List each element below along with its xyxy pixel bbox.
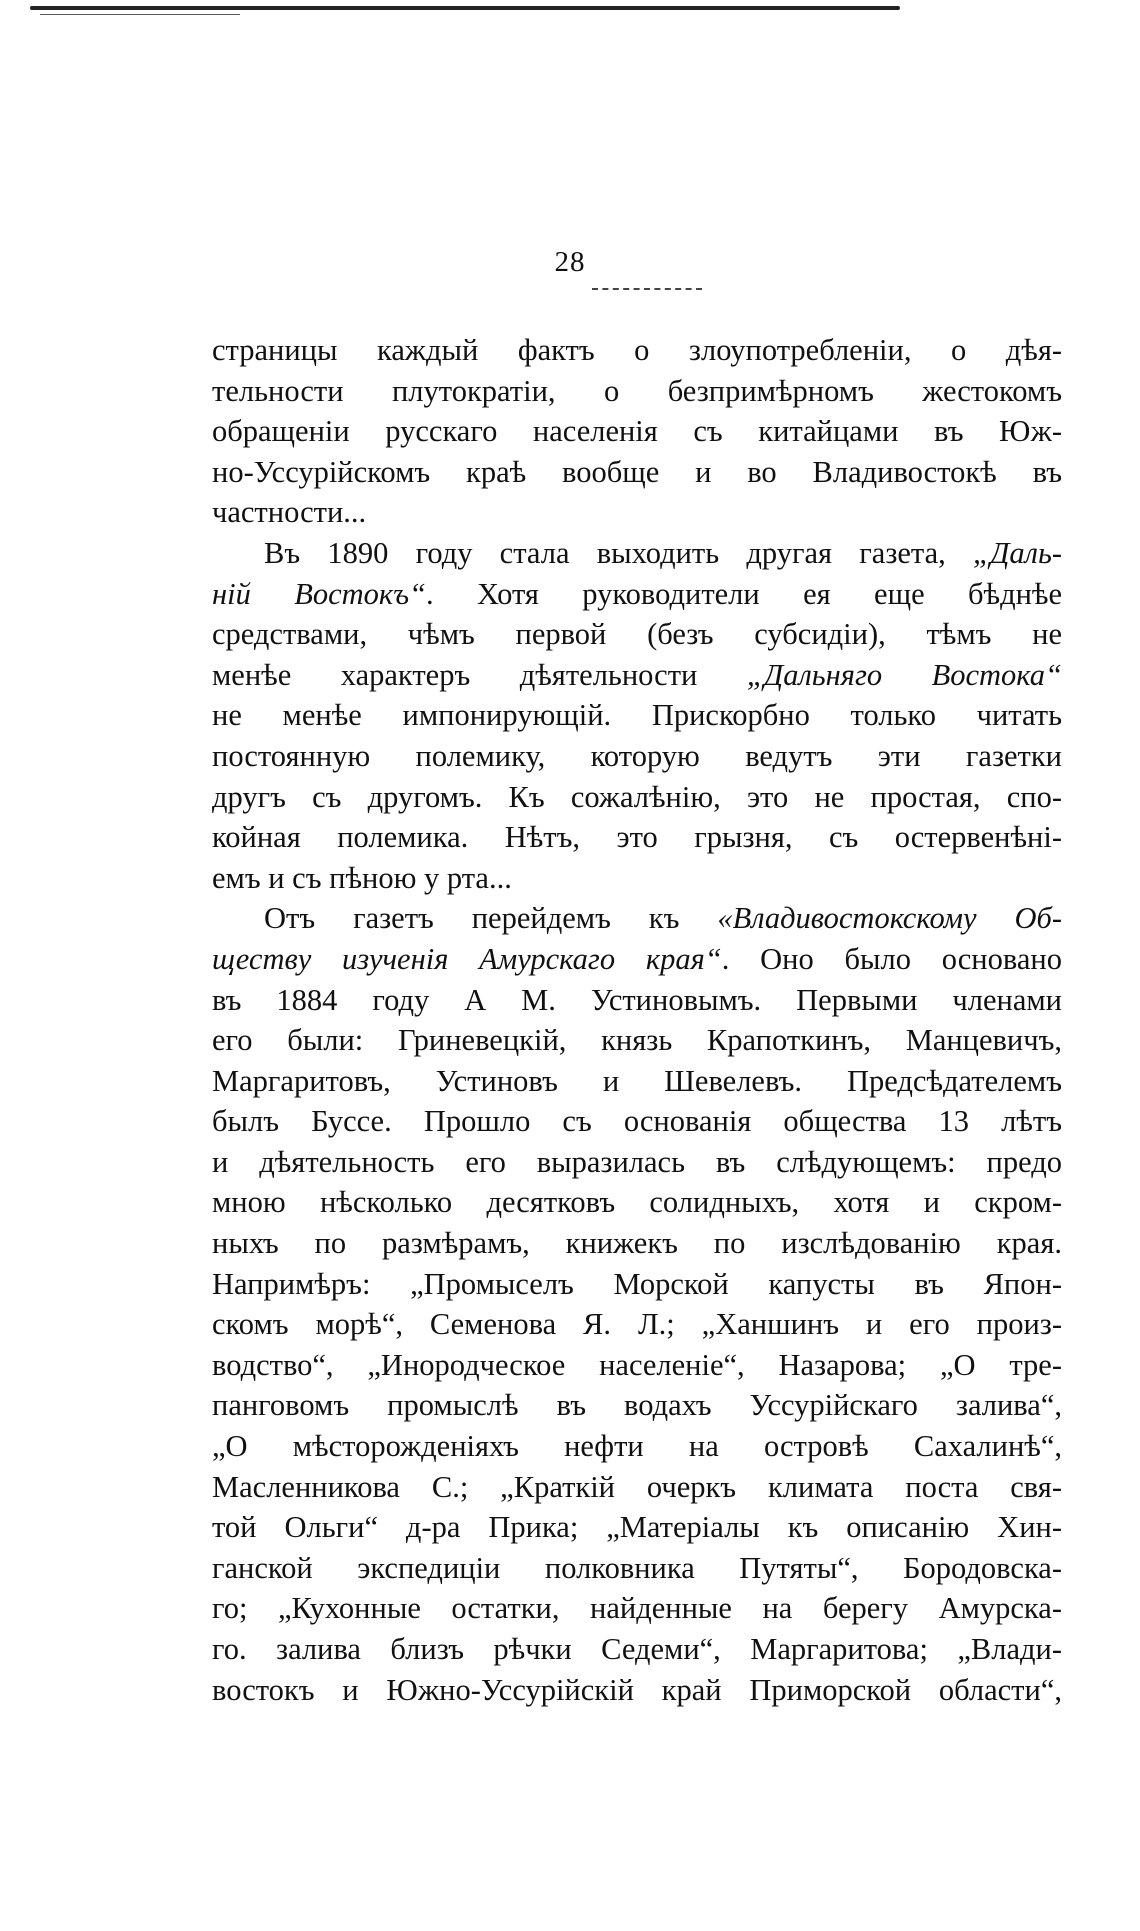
text-span: страницы каждый фактъ о злоупотребленіи, о дѣя- [212, 333, 1062, 367]
text-line [212, 817, 1062, 858]
text-line [212, 330, 1062, 371]
text-span: частности... [212, 495, 367, 530]
text-span: но-Уссурійскомъ краѣ вообще и во Владивостокѣ въ [212, 454, 1062, 489]
text-span: не менѣе импонирующій. Прискорбно только читать [212, 698, 1062, 733]
text-line [212, 371, 1062, 412]
page-number: 28 [554, 246, 586, 278]
text-line [212, 1101, 1062, 1142]
italic-text: ществу изученія Амурскаго края“ [212, 941, 722, 976]
text-span: той Ольги“ д-ра Прика; „Матеріалы къ описанію Хин- [212, 1510, 1062, 1545]
text-line [212, 1304, 1062, 1345]
text-line [212, 1467, 1062, 1508]
text-line [212, 858, 1062, 899]
text-span: скомъ морѣ“, Семенова Я. Л.; „Ханшинъ и его произ- [212, 1307, 1062, 1342]
text-line [212, 1223, 1062, 1264]
text-span: го. залива близъ рѣчки Седеми“, Маргаритова; „Влади- [212, 1632, 1062, 1666]
text-line [212, 1061, 1062, 1102]
text-span: емъ и съ пѣною у рта... [212, 860, 512, 895]
text-span: былъ Буссе. Прошло съ основанія общества 13 лѣтъ [212, 1104, 1062, 1139]
text-line [212, 492, 1062, 533]
top-border-rule [30, 6, 900, 10]
text-line [212, 1629, 1062, 1670]
text-span: . Оно было основано [721, 941, 1062, 976]
text-span: востокъ и Южно-Уссурійскій край Приморской области“, [212, 1672, 1062, 1707]
text-span: Отъ газетъ перейдемъ къ [264, 901, 718, 936]
text-span: тельности плутократіи, о безпримѣрномъ жестокомъ [212, 373, 1062, 408]
text-span: Въ 1890 году стала выходить другая газета, [264, 535, 974, 570]
text-line [212, 452, 1062, 493]
italic-text: „Даль- [973, 535, 1062, 570]
text-span: водство“, „Инородческое населеніе“, Назарова; „О тре- [212, 1347, 1062, 1382]
text-span: менѣе характеръ дѣятельности [212, 657, 747, 692]
text-line [212, 1385, 1062, 1426]
text-line [212, 655, 1062, 696]
italic-text: „Дальняго Востока“ [746, 657, 1063, 692]
top-border-rule-thin [40, 14, 240, 15]
text-line [212, 574, 1062, 615]
text-span: другъ съ другомъ. Къ сожалѣнію, это не простая, спо- [212, 779, 1062, 814]
text-line [212, 1670, 1062, 1711]
text-span: обращеніи русскаго населенія съ китайцами въ Юж- [212, 414, 1062, 449]
text-line [212, 1020, 1062, 1061]
text-span: ганской экспедиціи полковника Путяты“, Бородовска- [212, 1550, 1062, 1585]
text-line [212, 736, 1062, 777]
text-span: постоянную полемику, которую ведутъ эти газетки [212, 738, 1062, 773]
text-span: койная полемика. Нѣтъ, это грызня, съ остервенѣні- [212, 820, 1062, 855]
text-line [212, 1548, 1062, 1589]
text-line [212, 1142, 1062, 1183]
text-span: Напримѣръ: „Промыселъ Морской капусты въ Япон- [212, 1266, 1062, 1301]
text-span: панговомъ промыслѣ въ водахъ Уссурійскаго залива“, [212, 1388, 1062, 1423]
text-line [212, 898, 1062, 939]
body-text [212, 330, 1062, 1710]
text-line [212, 1264, 1062, 1305]
text-line [212, 1182, 1062, 1223]
text-line [212, 980, 1062, 1021]
text-line [212, 1345, 1062, 1386]
text-span: Маргаритовъ, Устиновъ и Шевелевъ. Предсѣдателемъ [212, 1063, 1062, 1098]
text-span: „О мѣсторожденіяхъ нефти на островѣ Сахалинѣ“, [212, 1429, 1062, 1464]
italic-text: ній Востокъ“ [212, 576, 426, 611]
text-line [212, 939, 1062, 980]
text-line [212, 1588, 1062, 1629]
text-span: и дѣятельность его выразилась въ слѣдующемъ: предо [212, 1144, 1062, 1179]
text-span: въ 1884 году А М. Устиновымъ. Первыми членами [212, 982, 1062, 1017]
text-span: го; „Кухонные остатки, найденные на берегу Амурска- [212, 1591, 1062, 1626]
text-line [212, 1507, 1062, 1548]
text-span: его были: Гриневецкій, князь Крапоткинъ, Манцевичъ, [212, 1023, 1062, 1058]
page-number-rule [592, 288, 702, 290]
text-line [212, 533, 1062, 574]
text-line [212, 1426, 1062, 1467]
text-line [212, 695, 1062, 736]
italic-text: «Владивостокскому Об- [717, 901, 1062, 936]
text-line [212, 614, 1062, 655]
text-span: ныхъ по размѣрамъ, книжекъ по изслѣдованію края. [212, 1226, 1062, 1261]
text-line [212, 411, 1062, 452]
text-span: средствами, чѣмъ первой (безъ субсидіи), тѣмъ не [212, 617, 1062, 652]
text-span: . Хотя руководители ея еще бѣднѣе [426, 576, 1063, 611]
text-span: мною нѣсколько десятковъ солидныхъ, хотя и скром- [212, 1185, 1062, 1220]
text-span: Масленникова С.; „Краткій очеркъ климата поста свя- [212, 1469, 1062, 1504]
text-line [212, 777, 1062, 818]
